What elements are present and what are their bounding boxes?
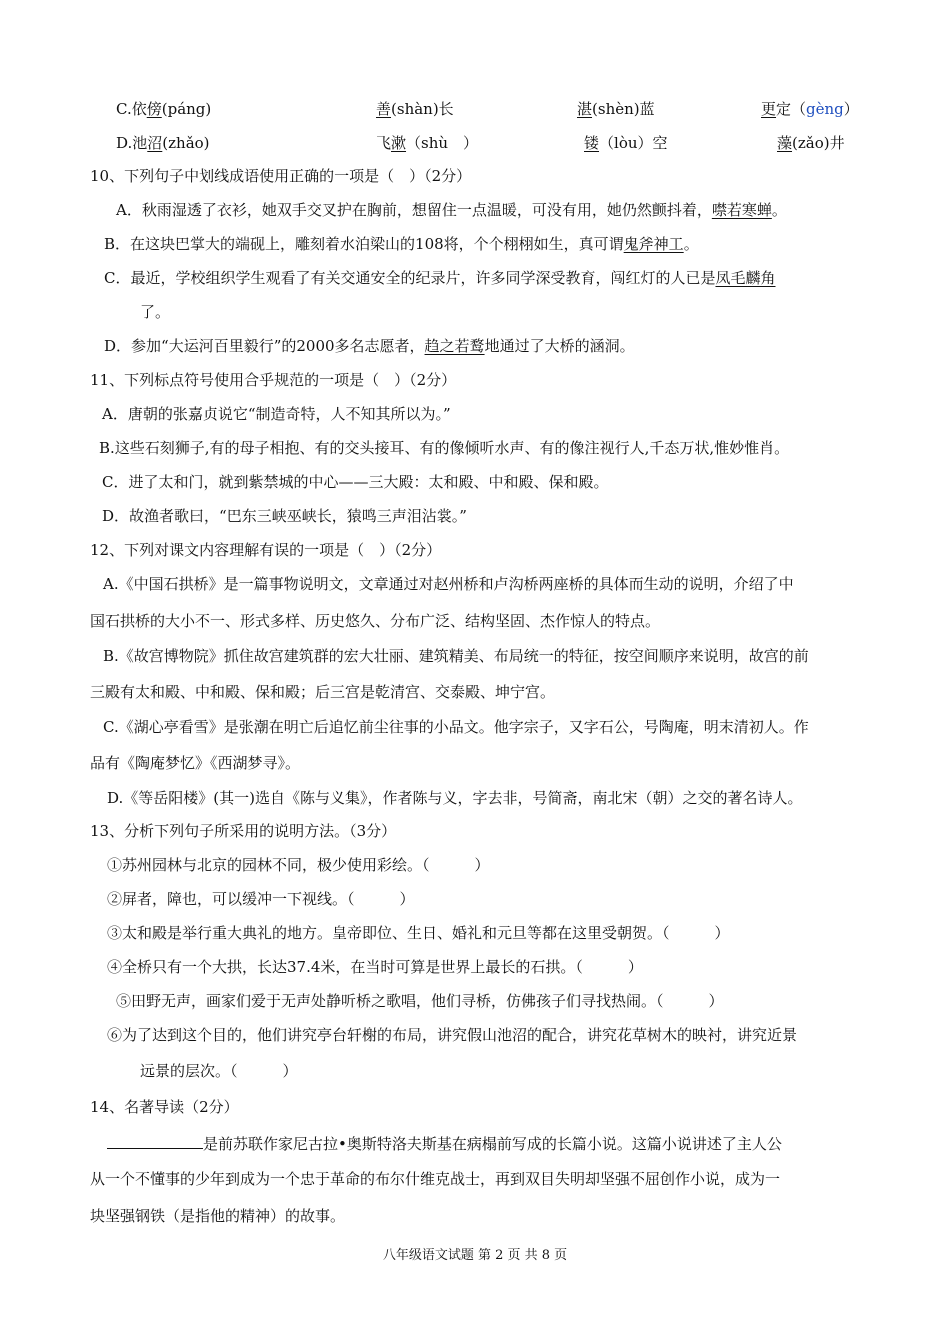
q12-option-b-cont: 三殿有太和殿、中和殿、保和殿；后三宫是乾清宫、交泰殿、坤宁宫。: [90, 683, 556, 701]
q13-item-6: ⑥为了达到这个目的，他们讲究亭台轩榭的布局，讲究假山池沼的配合，讲究花草树木的映衬，讲究近景: [107, 1026, 798, 1044]
q12-option-b: B.《故宫博物院》抓住故宫建筑群的宏大壮丽、建筑精美、布局统一的特征，按空间顺序来说明，故宫的前: [103, 647, 809, 665]
answer-blank[interactable]: [107, 1131, 203, 1149]
q13-item-6-cont: 远景的层次。（ ）: [140, 1062, 298, 1080]
q10-option-b: B．在这块巴掌大的端砚上，雕刻着水泊梁山的108将，个个栩栩如生，真可谓鬼斧神工。: [104, 235, 699, 253]
q13-item-3: ③太和殿是举行重大典礼的地方。皇帝即位、生日、婚礼和元旦等都在这里受朝贺。（ ）: [107, 924, 730, 942]
q10-option-d: D．参加“大运河百里毅行”的2000多名志愿者，趋之若鹜地通过了大桥的涵洞。: [104, 337, 635, 355]
q13-item-1: ①苏州园林与北京的园林不同，极少使用彩绘。（ ）: [107, 856, 490, 874]
q9-option-d: D.池沼(zhǎo): [116, 134, 210, 152]
q11-option-c: C．进了太和门，就到紫禁城的中心——三大殿：太和殿、中和殿、保和殿。: [102, 473, 609, 491]
q10-option-a: A．秋雨湿透了衣衫，她双手交叉护在胸前，想留住一点温暖，可没有用，她仍然颤抖着，噤若寒蝉。: [116, 201, 787, 219]
q11-option-b: B.这些石刻狮子,有的母子相抱、有的交头接耳、有的像倾听水声、有的像注视行人,千态万状,惟妙惟肖。: [99, 439, 790, 457]
q11-title: 11、下列标点符号使用合乎规范的一项是（ ）（2分）: [90, 371, 457, 389]
q9-d-word-4: 藻(zǎo)井: [777, 134, 845, 152]
q14-line-1: 是前苏联作家尼古拉•奥斯特洛夫斯基在病榻前写成的长篇小说。这篇小说讲述了主人公: [107, 1131, 782, 1155]
q14-line-2: 从一个不懂事的少年到成为一个忠于革命的布尔什维克战士，再到双目失明却坚强不屈创作小说，成为一: [90, 1170, 781, 1188]
q9-c-word-4: 更定（gèng）: [761, 100, 859, 118]
q12-title: 12、下列对课文内容理解有误的一项是（ ）（2分）: [90, 541, 442, 559]
q9-c-word-3: 湛(shèn)蓝: [577, 100, 655, 118]
q10-option-c: C．最近，学校组织学生观看了有关交通安全的纪录片，许多同学深受教育，闯红灯的人已是凤毛麟角: [104, 269, 776, 287]
q9-option-c: C.依傍(páng): [116, 100, 212, 118]
q12-option-c-cont: 品有《陶庵梦忆》《西湖梦寻》。: [90, 754, 301, 772]
q12-option-d: D.《等岳阳楼》(其一)选自《陈与义集》，作者陈与义，字去非，号简斋，南北宋（朝）之交的著名诗人。: [107, 789, 803, 807]
q10-option-c-cont: 了。: [140, 303, 171, 321]
q9-c-word-2: 善(shàn)长: [376, 100, 454, 118]
q9-d-word-3: 镂（lòu）空: [584, 134, 668, 152]
q12-option-a: A.《中国石拱桥》是一篇事物说明文，文章通过对赵州桥和卢沟桥两座桥的具体而生动的说明，介绍了中: [103, 575, 794, 593]
q13-item-2: ②屏者，障也，可以缓冲一下视线。（ ）: [107, 890, 415, 908]
q13-item-4: ④全桥只有一个大拱，长达37.4米，在当时可算是世界上最长的石拱。（ ）: [107, 958, 643, 976]
q14-title: 14、名著导读（2分）: [90, 1098, 239, 1116]
q11-option-a: A．唐朝的张嘉贞说它“制造奇特，人不知其所以为。”: [102, 405, 451, 423]
q13-item-5: ⑤田野无声，画家们爱于无声处静听桥之歌唱，他们寻桥，仿佛孩子们寻找热闹。（ ）: [116, 992, 724, 1010]
q13-title: 13、分析下列句子所采用的说明方法。（3分）: [90, 822, 397, 840]
q14-line-3: 块坚强钢铁（是指他的精神）的故事。: [90, 1207, 346, 1225]
q11-option-d: D．故渔者歌曰，“巴东三峡巫峡长，猿鸣三声泪沾裳。”: [102, 507, 467, 525]
q9-d-word-2: 飞漱（shù ）: [376, 134, 479, 152]
q12-option-a-cont: 国石拱桥的大小不一、形式多样、历史悠久、分布广泛、结构坚固、杰作惊人的特点。: [90, 612, 661, 630]
page-footer: 八年级语文试题 第 2 页 共 8 页: [382, 1248, 568, 1263]
q10-title: 10、下列句子中划线成语使用正确的一项是（ ）（2分）: [90, 167, 472, 185]
q12-option-c: C.《湖心亭看雪》是张潮在明亡后追忆前尘往事的小品文。他字宗子，又字石公，号陶庵，明末清初人。作: [103, 718, 809, 736]
